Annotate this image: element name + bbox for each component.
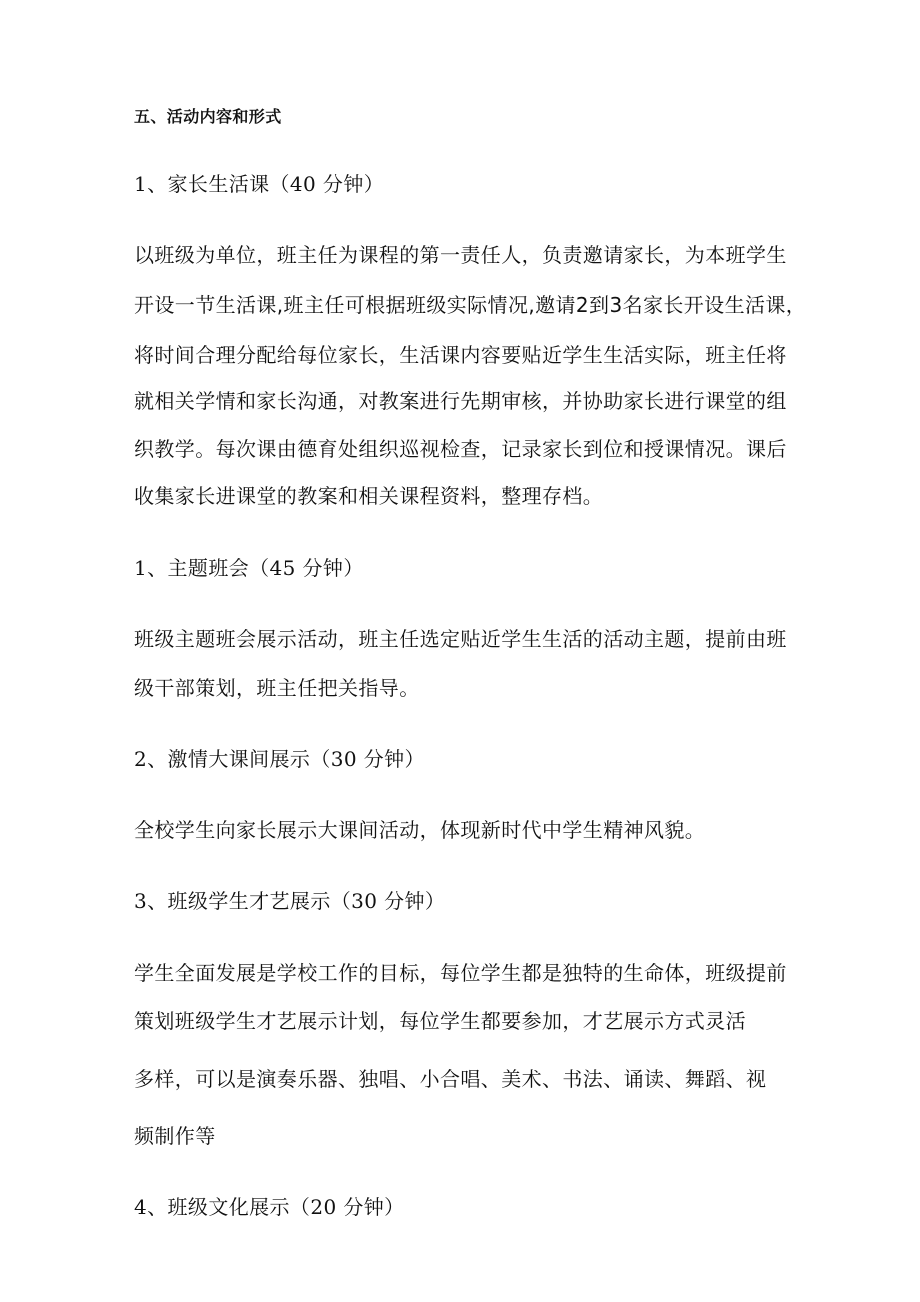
section-title: 五、活动内容和形式 bbox=[134, 107, 282, 126]
paragraph-line: 收集家长进课堂的教案和相关课程资料，整理存档。 bbox=[134, 484, 604, 508]
paragraph-line: 学生全面发展是学校工作的目标，每位学生都是独特的生命体，班级提前 bbox=[134, 961, 787, 985]
item-heading-parent-life-class: 1、家长生活课（40 分钟） bbox=[134, 172, 385, 196]
paragraph-line: 策划班级学生才艺展示计划，每位学生都要参加，才艺展示方式灵活 bbox=[134, 1009, 746, 1033]
paragraph-line: 频制作等 bbox=[134, 1124, 216, 1148]
paragraph-line: 级干部策划，班主任把关指导。 bbox=[134, 676, 420, 700]
item-heading-recess-exercise-showcase: 2、激情大课间展示（30 分钟） bbox=[134, 747, 425, 771]
paragraph-line: 全校学生向家长展示大课间活动，体现新时代中学生精神风貌。 bbox=[134, 818, 706, 842]
paragraph-line: 以班级为单位，班主任为课程的第一责任人，负责邀请家长，为本班学生 bbox=[134, 243, 787, 267]
item-heading-theme-class-meeting: 1、主题班会（45 分钟） bbox=[134, 556, 364, 580]
paragraph-line: 就相关学情和家长沟通，对教案进行先期审核，并协助家长进行课堂的组 bbox=[134, 389, 787, 413]
item-heading-class-culture-showcase: 4、班级文化展示（20 分钟） bbox=[134, 1195, 405, 1219]
paragraph-line: 织教学。每次课由德育处组织巡视检查，记录家长到位和授课情况。课后 bbox=[134, 437, 787, 461]
paragraph-line: 将时间合理分配给每位家长，生活课内容要贴近学生生活实际，班主任将 bbox=[134, 343, 787, 367]
paragraph-line: 多样，可以是演奏乐器、独唱、小合唱、美术、书法、诵读、舞蹈、视 bbox=[134, 1067, 767, 1091]
item-heading-student-talent-showcase: 3、班级学生才艺展示（30 分钟） bbox=[134, 889, 446, 913]
paragraph-line: 班级主题班会展示活动，班主任选定贴近学生生活的活动主题，提前由班 bbox=[134, 627, 787, 651]
paragraph-line: 开设一节生活课,班主任可根据班级实际情况,邀请2到3名家长开设生活课， bbox=[134, 293, 807, 317]
